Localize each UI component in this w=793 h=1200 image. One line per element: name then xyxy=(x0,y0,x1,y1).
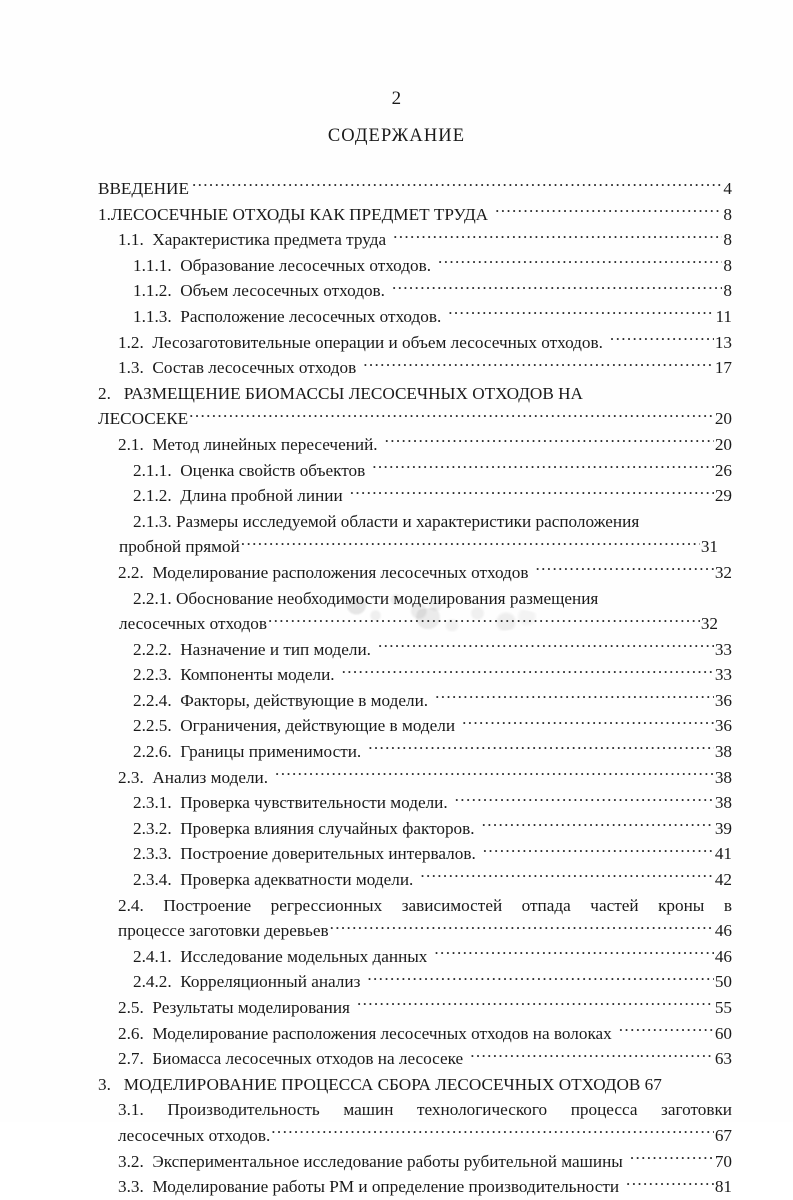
toc-entry-line-cont xyxy=(98,406,732,432)
toc-entry-row xyxy=(133,253,732,279)
toc-page-number: 13 xyxy=(714,332,732,352)
toc-page-number: 46 xyxy=(714,921,732,941)
toc-page-number: 42 xyxy=(714,870,732,890)
toc-entry-label: 1.1.1. Образование лесосечных отходов. xyxy=(133,255,432,275)
toc-entry-row xyxy=(133,944,732,970)
toc-entry-label: 2.1. Метод линейных пересечений. xyxy=(118,434,378,454)
toc-entry[interactable] xyxy=(133,841,732,867)
toc-leader-dots xyxy=(434,945,713,962)
toc-leader-dots xyxy=(342,663,714,680)
toc-entry[interactable] xyxy=(98,381,732,432)
toc-leader-dots xyxy=(372,458,714,475)
toc-entry-line-cont xyxy=(119,534,718,560)
page-title: СОДЕРЖАНИЕ xyxy=(327,126,466,146)
toc-leader-dots xyxy=(192,177,722,194)
toc-entry-row xyxy=(133,662,732,688)
toc-entry[interactable] xyxy=(98,202,732,228)
toc-entry[interactable] xyxy=(118,227,732,253)
toc-entry-label: 2.2.3. Компоненты модели. xyxy=(133,665,335,685)
toc-entry-line-first: 3.1. Производительность машин технологического процесса заготовки xyxy=(118,1100,732,1120)
toc-entry[interactable] xyxy=(118,432,732,458)
toc-entry[interactable] xyxy=(133,944,732,970)
toc-leader-dots xyxy=(241,535,700,552)
toc-entry-row xyxy=(118,995,732,1021)
toc-entry-label: лесосечных отходов xyxy=(119,614,267,634)
toc-page-number: 11 xyxy=(715,306,732,326)
toc-entry[interactable] xyxy=(133,969,732,995)
toc-entry[interactable] xyxy=(133,688,732,714)
toc-entry-label: 2.4.2. Корреляционный анализ xyxy=(133,972,361,992)
toc-page-number: 32 xyxy=(700,614,718,634)
toc-leader-dots xyxy=(630,1149,714,1166)
toc-entry-label: 2.4.1. Исследование модельных данных xyxy=(133,946,428,966)
toc-leader-dots xyxy=(275,765,714,782)
toc-entry-label: 3. МОДЕЛИРОВАНИЕ ПРОЦЕССА СБОРА ЛЕСОСЕЧНЫХ ОТХОДОВ 67 xyxy=(98,1074,662,1094)
toc-entry-label: ВВЕДЕНИЕ xyxy=(98,179,189,198)
toc-entry-row xyxy=(133,713,732,739)
toc-leader-dots xyxy=(392,279,722,296)
toc-page-number: 81 xyxy=(714,1177,732,1197)
toc-entry-row xyxy=(133,790,732,816)
toc-entry-label: 1.1.2. Объем лесосечных отходов. xyxy=(133,281,385,301)
toc-entry[interactable] xyxy=(133,304,732,330)
toc-entry-row xyxy=(133,304,732,330)
toc-leader-dots xyxy=(455,791,714,808)
toc-entry[interactable] xyxy=(118,893,732,944)
toc-entry-row xyxy=(118,330,732,356)
toc-entry[interactable] xyxy=(118,330,732,356)
toc-entry-label: 2.2.4. Факторы, действующие в модели. xyxy=(133,690,429,710)
toc-leader-dots xyxy=(495,202,722,219)
toc-leader-dots xyxy=(330,919,714,936)
toc-entry-label: 2.7. Биомасса лесосечных отходов на лесосеке xyxy=(118,1049,464,1069)
toc-entry-row xyxy=(98,176,732,202)
toc-leader-dots xyxy=(189,407,714,424)
toc-leader-dots xyxy=(438,254,722,271)
toc-entry-row xyxy=(133,867,732,893)
toc-entry[interactable] xyxy=(118,355,732,381)
toc-page-number: 20 xyxy=(714,434,732,454)
toc-page-number: 32 xyxy=(714,562,732,582)
toc-entry[interactable] xyxy=(133,662,732,688)
toc-entry[interactable] xyxy=(133,790,732,816)
toc-leader-dots xyxy=(462,714,714,731)
toc-leader-dots xyxy=(357,996,714,1013)
toc-entry-row xyxy=(133,637,732,663)
toc-leader-dots xyxy=(268,612,700,629)
toc-page-number: 33 xyxy=(714,639,732,659)
toc-entry-label: 2.2.6. Границы применимости. xyxy=(133,742,362,762)
toc-entry-label: 1.2. Лесозаготовительные операции и объем лесосечных отходов. xyxy=(118,332,603,352)
toc-entry[interactable] xyxy=(118,1097,732,1148)
toc-entry-row xyxy=(118,227,732,253)
toc-entry-row xyxy=(133,816,732,842)
toc-page-number: 55 xyxy=(714,998,732,1017)
toc-page-number: 67 xyxy=(714,1125,732,1145)
toc-entry-label: 2.3.3. Построение доверительных интервалов. xyxy=(133,844,476,864)
toc-entry-label: 3.2. Экспериментальное исследование работы рубительной машины xyxy=(118,1151,623,1171)
toc-entry[interactable] xyxy=(133,483,732,509)
toc-entry-label: ЛЕСОСЕКЕ xyxy=(98,409,189,429)
toc-page-number: 38 xyxy=(714,767,732,787)
toc-entry-label: 1.1. Характеристика предмета труда xyxy=(118,230,387,250)
toc-entry-row xyxy=(133,278,732,304)
toc-entry-label: пробной прямой xyxy=(119,537,240,557)
toc-entry-label: 2.6. Моделирование расположения лесосечных отходов на волоках xyxy=(118,1023,612,1043)
toc-leader-dots xyxy=(435,689,714,706)
toc-entry-label: 1.ЛЕСОСЕЧНЫЕ ОТХОДЫ КАК ПРЕДМЕТ ТРУДА xyxy=(98,204,489,224)
toc-entry[interactable] xyxy=(118,765,732,791)
toc-leader-dots xyxy=(271,1124,714,1141)
toc-entry-label: 2.3.2. Проверка влияния случайных факторов. xyxy=(133,818,475,838)
toc-page-number: 8 xyxy=(723,281,732,301)
toc-leader-dots xyxy=(482,817,714,834)
toc-page-number: 50 xyxy=(714,972,732,992)
toc-entry-label: 2.5. Результаты моделирования xyxy=(118,998,350,1017)
toc-entry[interactable] xyxy=(118,560,732,586)
toc-page-number: 39 xyxy=(714,818,732,838)
toc-entry-label: 2.1.1. Оценка свойств объектов xyxy=(133,460,366,480)
toc-entry-row xyxy=(133,841,732,867)
toc-entry-row xyxy=(133,739,732,765)
toc-entry[interactable] xyxy=(118,1021,732,1047)
toc-page-number: 4 xyxy=(723,179,732,198)
toc-page-number: 31 xyxy=(700,537,718,557)
toc-entry-row xyxy=(133,688,732,714)
toc-leader-dots xyxy=(368,740,714,757)
toc-entry-line-first: 2. РАЗМЕЩЕНИЕ БИОМАССЫ ЛЕСОСЕЧНЫХ ОТХОДОВ НА xyxy=(98,383,583,403)
toc-entry-label: 2.1.2. Длина пробной линии xyxy=(133,486,343,506)
toc-entry[interactable] xyxy=(133,637,732,663)
toc-entry-row xyxy=(133,458,732,484)
toc-entry[interactable] xyxy=(118,995,732,1021)
toc-entry-line-first: 2.2.1. Обоснование необходимости моделирования размещения xyxy=(133,588,599,608)
toc-entry-row xyxy=(133,483,732,509)
toc-entry-label: 1.3. Состав лесосечных отходов xyxy=(118,358,357,378)
toc-leader-dots xyxy=(350,484,714,501)
toc-leader-dots xyxy=(367,970,713,987)
toc-entry-row xyxy=(98,202,732,228)
toc-entry-row xyxy=(118,1149,732,1175)
toc-entry-row xyxy=(118,765,732,791)
toc-page-number: 41 xyxy=(714,844,732,864)
toc-entry-row xyxy=(118,1174,732,1200)
toc-entry-row xyxy=(118,1021,732,1047)
toc-page-number: 8 xyxy=(723,230,732,250)
toc-entry-label: 1.1.3. Расположение лесосечных отходов. xyxy=(133,306,442,326)
toc-entry-label: лесосечных отходов. xyxy=(118,1125,271,1145)
toc-entry-label: 2.2.2. Назначение и тип модели. xyxy=(133,639,371,659)
toc-entry-line-cont xyxy=(119,611,718,637)
toc-entry[interactable] xyxy=(133,278,732,304)
toc-leader-dots xyxy=(378,638,714,655)
toc-leader-dots xyxy=(385,433,714,450)
toc-entry-label: 2.2.5. Ограничения, действующие в модели xyxy=(133,716,456,736)
toc-entry-row xyxy=(118,1046,732,1072)
toc-entry-row xyxy=(118,355,732,381)
toc-entry[interactable] xyxy=(133,816,732,842)
toc-entry-line-cont xyxy=(118,918,732,944)
toc-page-number: 26 xyxy=(714,460,732,480)
toc-page-number: 70 xyxy=(714,1151,732,1171)
toc-leader-dots xyxy=(448,305,714,322)
toc-entry[interactable] xyxy=(118,1149,732,1175)
toc-leader-dots xyxy=(536,561,714,578)
toc-entry-label: 2.3.1. Проверка чувствительности модели. xyxy=(133,793,448,813)
toc-leader-dots xyxy=(619,1021,714,1038)
toc-entry-label: 2.3. Анализ модели. xyxy=(118,767,269,787)
table-of-contents xyxy=(98,176,732,1200)
page-number-folio: 2 xyxy=(391,88,402,109)
toc-page-number: 29 xyxy=(714,486,732,506)
toc-entry-label: процессе заготовки деревьев xyxy=(118,921,329,941)
toc-page-number: 33 xyxy=(714,665,732,685)
toc-page-number: 63 xyxy=(714,1049,732,1069)
toc-page-number: 20 xyxy=(714,409,732,429)
toc-leader-dots xyxy=(363,356,714,373)
toc-page-number: 38 xyxy=(714,793,732,813)
toc-entry[interactable] xyxy=(119,586,732,637)
toc-page-number: 60 xyxy=(714,1023,732,1043)
toc-entry-label: 2.3.4. Проверка адекватности модели. xyxy=(133,870,414,890)
toc-page-number: 17 xyxy=(714,358,732,378)
toc-leader-dots xyxy=(393,228,722,245)
toc-entry-row xyxy=(133,969,732,995)
toc-entry[interactable] xyxy=(133,739,732,765)
toc-entry[interactable] xyxy=(133,867,732,893)
toc-leader-dots xyxy=(483,842,714,859)
toc-entry-label: 2.2. Моделирование расположения лесосечных отходов xyxy=(118,562,529,582)
toc-page-number: 38 xyxy=(714,742,732,762)
toc-entry[interactable] xyxy=(98,1072,732,1098)
toc-leader-dots xyxy=(470,1047,714,1064)
toc-page-number: 8 xyxy=(723,204,732,224)
toc-page-number: 36 xyxy=(714,716,732,736)
toc-page-number: 46 xyxy=(714,946,732,966)
toc-page-number: 36 xyxy=(714,690,732,710)
toc-entry[interactable] xyxy=(133,713,732,739)
toc-page-number: 8 xyxy=(723,255,732,275)
toc-entry[interactable] xyxy=(98,176,732,202)
toc-entry[interactable] xyxy=(133,253,732,279)
toc-entry[interactable] xyxy=(119,509,732,560)
toc-entry-line-first: 2.1.3. Размеры исследуемой области и характеристики расположения xyxy=(133,511,640,531)
toc-entry[interactable] xyxy=(118,1046,732,1072)
toc-entry-line-first: 2.4. Построение регрессионных зависимостей отпада частей кроны в xyxy=(118,895,732,915)
toc-entry-row xyxy=(118,560,732,586)
toc-leader-dots xyxy=(610,330,714,347)
toc-leader-dots xyxy=(420,868,713,885)
toc-entry-label: 3.3. Моделирование работы РМ и определение производительности xyxy=(118,1177,620,1197)
toc-entry-line-cont xyxy=(118,1123,732,1149)
toc-leader-dots xyxy=(626,1175,714,1192)
toc-entry-row xyxy=(118,432,732,458)
toc-entry[interactable] xyxy=(118,1174,732,1200)
toc-entry[interactable] xyxy=(133,458,732,484)
